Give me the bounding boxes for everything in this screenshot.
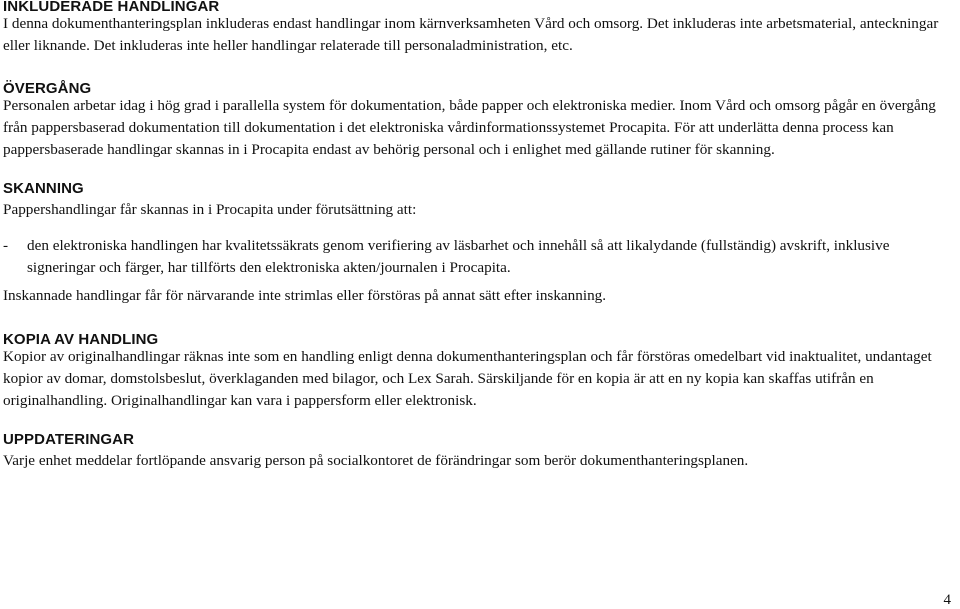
list-item <box>3 235 943 279</box>
heading-kopia-av-handling: KOPIA AV HANDLING <box>3 331 159 348</box>
paragraph-skanning-outro: Inskannade handlingar får för närvarande inte strimlas eller förstöras på annat sätt efter inskanning. <box>3 287 607 304</box>
paragraph-skanning-intro: Pappershandlingar får skannas in i Procapita under förutsättning att: <box>3 201 417 218</box>
paragraph-kopia-av-handling: Kopior av originalhandlingar räknas inte som en handling enligt denna dokumenthanteringsplan och får förstöras omedelbart vid inaktualitet, undantaget kopior av domar, domstolsbeslut, överklaganden med bilagor, och Lex Sarah. Särskiljande för en kopia är att en ny kopia kan skaffas utifrån en originalhandling. Originalhandlingar kan vara i pappersform eller elektronisk. <box>3 348 932 409</box>
list-item-text: den elektroniska handlingen har kvalitetssäkrats genom verifiering av läsbarhet och innehåll så att likalydande (fullständig) avskrift, inklusive signeringar och färger, har tillförts den elektroniska akten/journalen i Procapita. <box>27 237 890 276</box>
heading-inkluderade-handlingar: INKLUDERADE HANDLINGAR <box>3 0 220 15</box>
heading-uppdateringar: UPPDATERINGAR <box>3 431 135 448</box>
paragraph-uppdateringar: Varje enhet meddelar fortlöpande ansvarig person på socialkontoret de förändringar som berör dokumenthanteringsplanen. <box>3 452 749 469</box>
page-number: 4 <box>943 592 951 608</box>
heading-overgang: ÖVERGÅNG <box>3 80 92 97</box>
skanning-conditions-list <box>3 235 943 279</box>
paragraph-overgang: Personalen arbetar idag i hög grad i parallella system för dokumentation, både papper och elektroniska medier. Inom Vård och omsorg pågår en övergång från pappersbaserad dokumentation till dokumentation i det elektroniska vårdinformationssystemet Procapita. För att underlätta denna process kan pappersbaserade handlingar skannas in i Procapita endast av behörig personal och i enlighet med gällande rutiner för skanning. <box>3 97 936 158</box>
list-marker: - <box>3 237 9 254</box>
heading-skanning: SKANNING <box>3 180 84 197</box>
paragraph-inkluderade-handlingar: I denna dokumenthanteringsplan inkluderas endast handlingar inom kärnverksamheten Vård och omsorg. Det inkluderas inte arbetsmaterial, anteckningar eller liknande. Det inkluderas inte heller handlingar relaterade till personaladministration, etc. <box>3 15 939 54</box>
